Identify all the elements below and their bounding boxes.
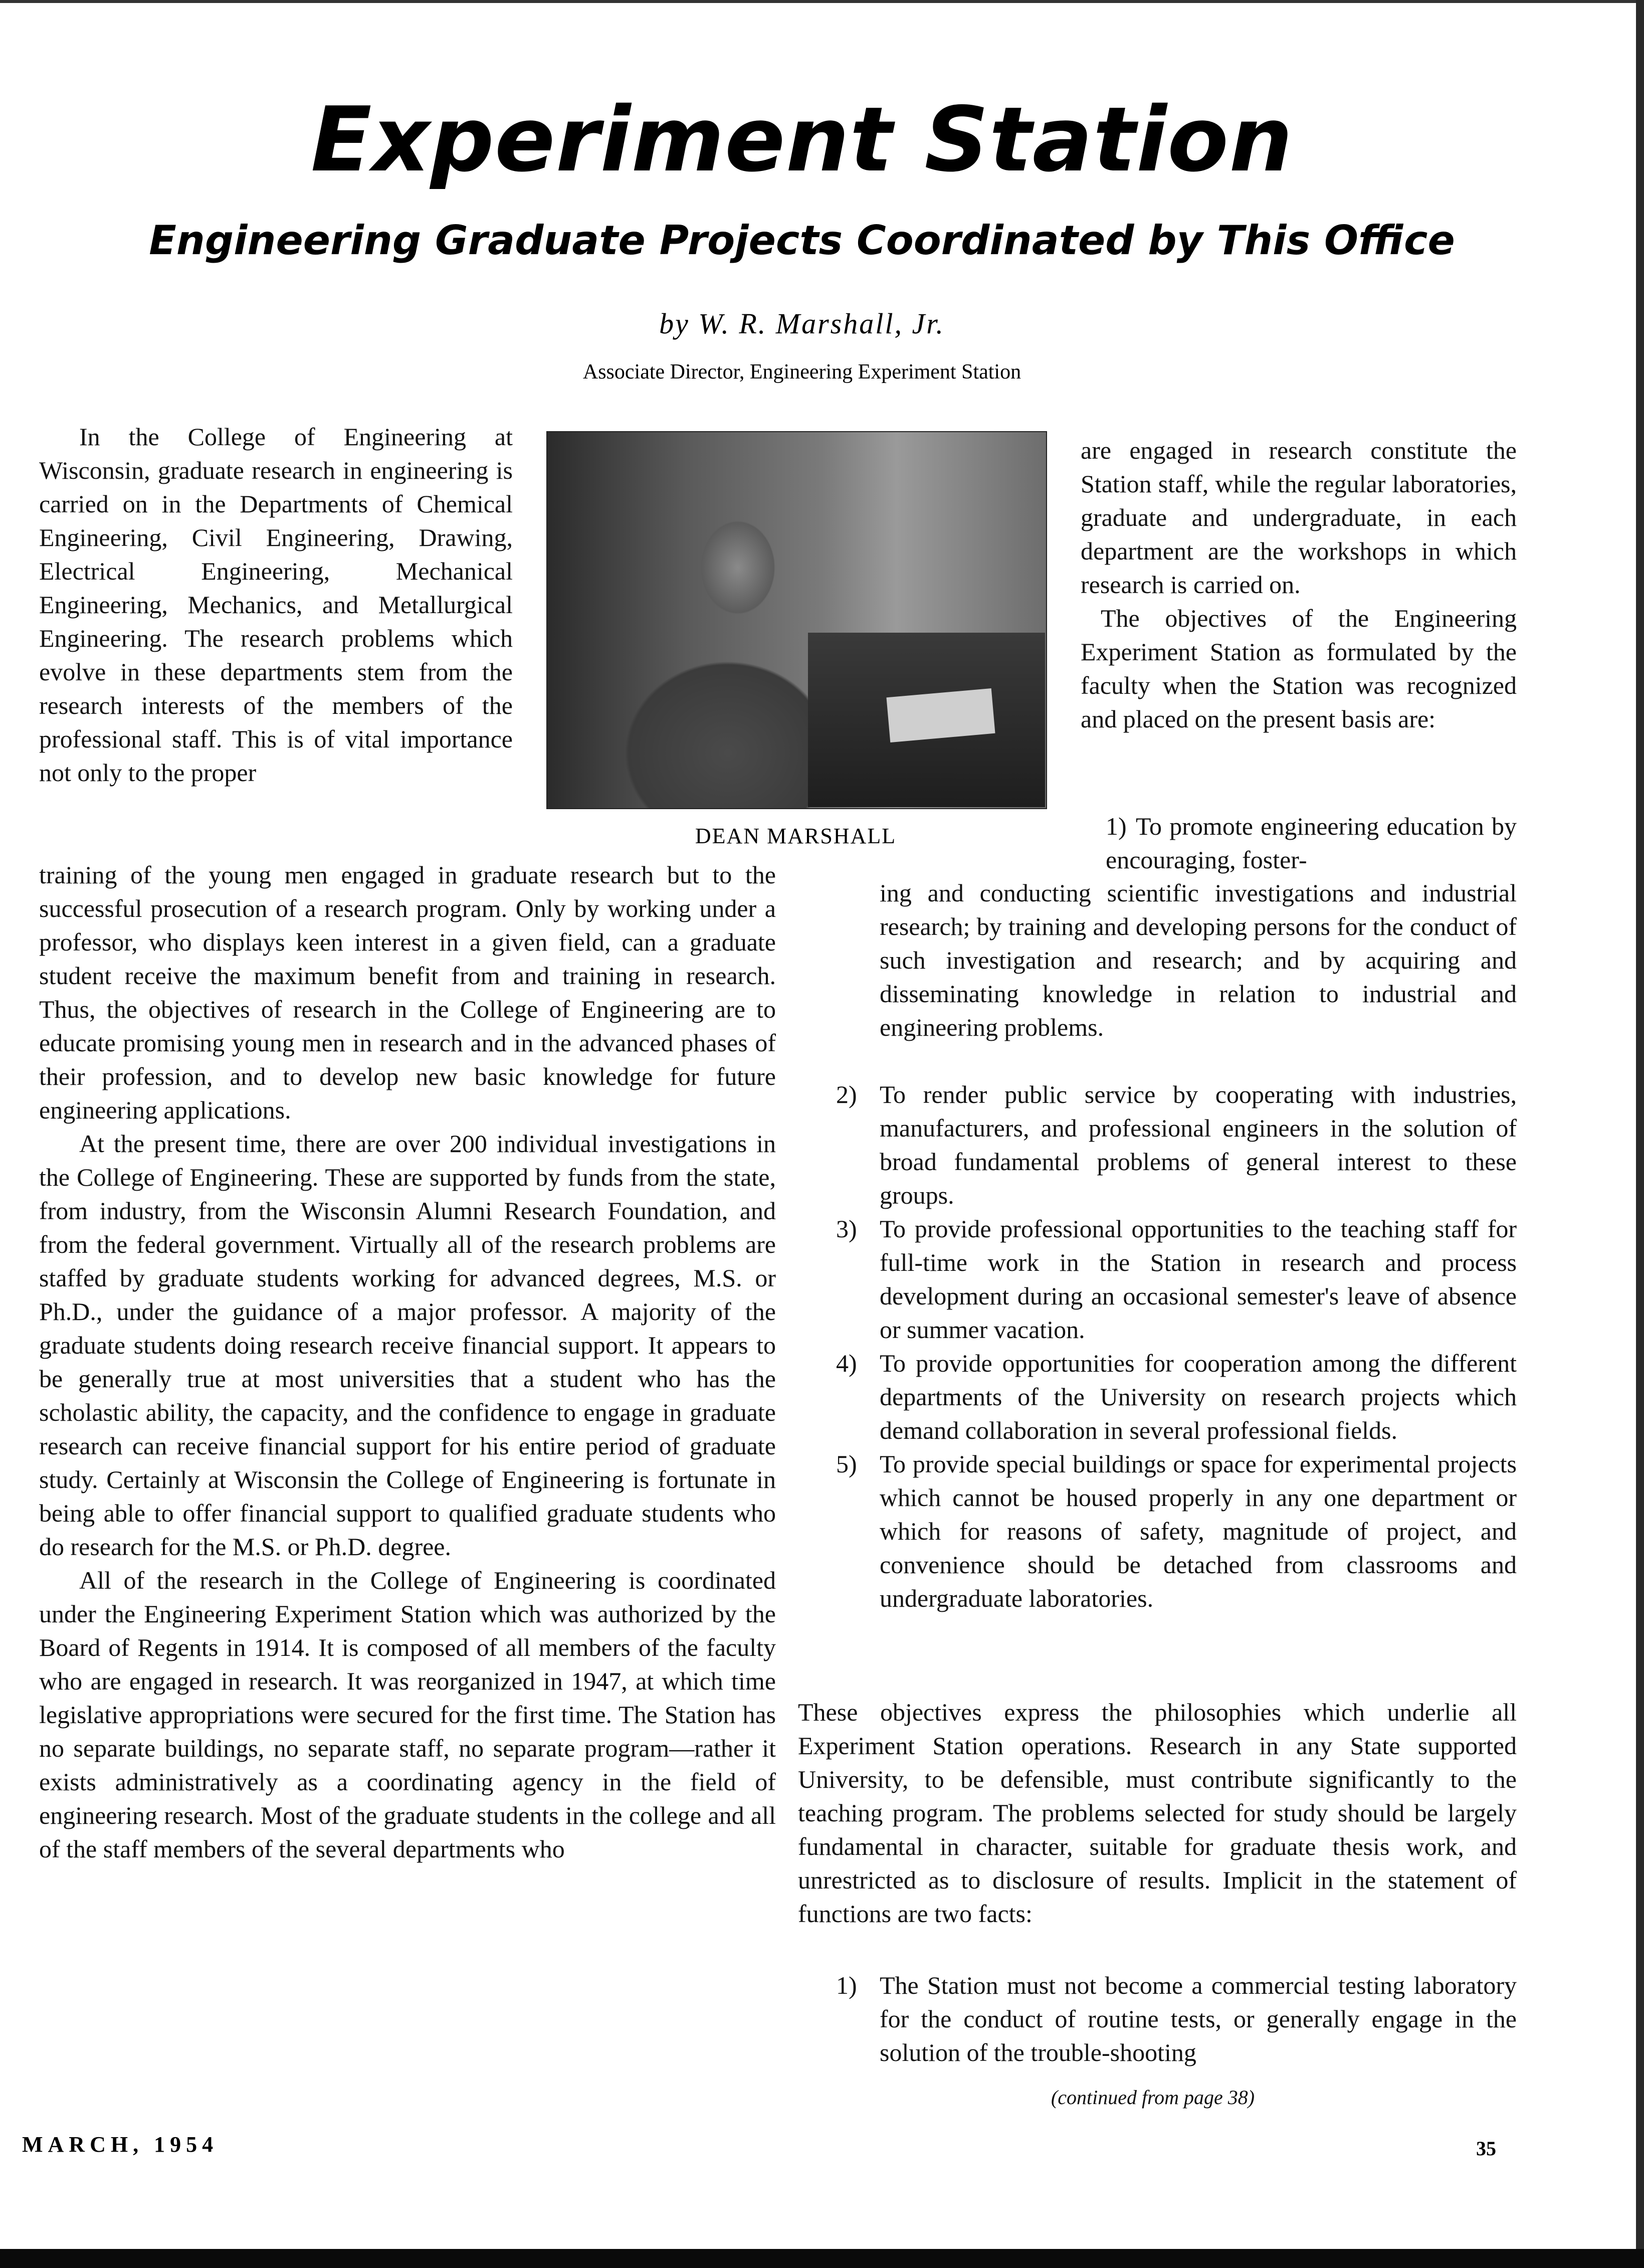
objective-item <box>836 1212 1517 1347</box>
paragraph-3-continued: are engaged in research constitute the Station staff, while the regular laboratories, graduate and undergraduate, in each department are the workshops in which research is carried on. <box>1081 436 1517 599</box>
left-column-top <box>39 420 513 790</box>
objective-1-start <box>1106 810 1517 877</box>
objective-number: 4) <box>836 1349 857 1377</box>
paragraph-1-continued: training of the young men engaged in graduate research but to the successful prosecution of a research program. Only by working under a professor, who displays keen interest in a given field, can a graduate student receive the maximum benefit from and training in research. Thus, the objectives of research in the College of Engineering are to educate promising young men in research and in the advanced phases of their profession, and to develop new basic knowledge for future engineering applications. <box>39 861 776 1124</box>
scan-edge-bottom <box>0 2249 1644 2268</box>
objective-item <box>836 1347 1517 1447</box>
scan-edge-right <box>1636 0 1644 2249</box>
objective-text: To render public service by cooperating with industries, manufacturers, and professional engineers in the solution of broad fundamental problems of general interest to these groups. <box>880 1080 1517 1209</box>
fact-item <box>836 1969 1517 2069</box>
page-number: 35 <box>1476 2137 1496 2160</box>
paragraph-2: At the present time, there are over 200 individual investigations in the College of Engineering. These are supported by funds from the state, from industry, from the Wisconsin Alumni Research Foundation, and from the federal government. Virtually all of the research problems are staffed by graduate students working for advanced degrees, M.S. or Ph.D., under the guidance of a major professor. A majority of the graduate students doing research receive financial support. It appears to be generally true at most universities that a student who has the scholastic ability, the capacity, and the confidence to engage in graduate research can receive financial support for his entire period of graduate study. Certainly at Wisconsin the College of Engineering is fortunate in being able to offer financial support to qualified graduate students who do research for the M.S. or Ph.D. degree. <box>39 1129 776 1561</box>
dean-marshall-photo <box>546 431 1047 809</box>
left-column-main <box>39 858 776 1866</box>
continued-note: (continued from page 38) <box>1051 2086 1255 2109</box>
photo-papers <box>886 688 995 742</box>
objective-1-number: 1) <box>1106 812 1127 840</box>
paragraph-1-start: In the College of Engineering at Wisconsin, graduate research in engineering is carried on in the Departments of Chemical Engineering, Civil Engineering, Drawing, Electrical Engineering, Mechanical Engineering, Mechanics, and Metallurgical Engineering. The research problems which evolve in these departments stem from the research interests of the members of the professional staff. This is of vital importance not only to the proper <box>39 423 513 787</box>
objective-1-text-continued: ing and conducting scientific investigations and industrial research; by training and developing persons for the conduct of such investigation and research; and by acquiring and disseminating knowledge in relation to industrial and engineering problems. <box>880 879 1517 1041</box>
article-title: Experiment Station <box>311 88 1293 192</box>
facts-list <box>836 1969 1517 2069</box>
fact-text: The Station must not become a commercial testing laboratory for the conduct of routine tests, or generally engage in the solution of the trouble-shooting <box>880 1971 1517 2066</box>
objective-text: To provide special buildings or space for experimental projects which cannot be housed properly in any one department or which for reasons of safety, magnitude of project, and convenience should be detached from classrooms and undergraduate laboratories. <box>880 1450 1517 1612</box>
fact-number: 1) <box>836 1971 857 1999</box>
objective-text: To provide opportunities for cooperation among the different departments of the University on research projects which demand collaboration in several professional fields. <box>880 1349 1517 1444</box>
objective-item <box>836 1447 1517 1615</box>
objective-text: To provide professional opportunities to the teaching staff for full-time work in the Station in research and process development during an occasional semester's leave of absence or summer vacation. <box>880 1215 1517 1344</box>
paragraph-3: All of the research in the College of Engineering is coordinated under the Engineering Experiment Station which was authorized by the Board of Regents in 1914. It is composed of all members of the faculty who are engaged in research. It was reorganized in 1947, at which time legislative appropriations were secured for the first time. The Station has no separate buildings, no separate staff, no separate program—rather it exists administratively as a coordinating agency in the field of engineering research. Most of the graduate students in the college and all of the staff members of the several departments who <box>39 1566 776 1863</box>
objective-1-continued <box>880 876 1517 1044</box>
objective-number: 5) <box>836 1450 857 1478</box>
issue-date: MARCH, 1954 <box>22 2132 219 2157</box>
objective-number: 2) <box>836 1080 857 1108</box>
objective-item <box>836 1078 1517 1212</box>
scan-edge-top <box>0 0 1644 3</box>
objective-number: 3) <box>836 1215 857 1243</box>
article-byline: by W. R. Marshall, Jr. <box>659 307 945 340</box>
paragraph-philosophies: These objectives express the philosophies which underlie all Experiment Station operations. Research in any State supported University, to be defensible, must contribute significantly to the teaching program. The problems selected for study should be largely fundamental in character, suitable for graduate thesis work, and unrestricted as to disclosure of results. Implicit in the statement of functions are two facts: <box>798 1698 1517 1928</box>
objective-1-text-start: To promote engineering education by encouraging, foster- <box>1106 812 1517 874</box>
right-column-top <box>1081 434 1517 736</box>
objectives-list <box>836 1078 1517 1615</box>
article-subtitle: Engineering Graduate Projects Coordinated by This Office <box>149 217 1455 264</box>
paragraph-objectives-intro: The objectives of the Engineering Experiment Station as formulated by the faculty when the Station was recognized and placed on the present basis are: <box>1081 604 1517 733</box>
author-affiliation: Associate Director, Engineering Experiment Station <box>582 360 1021 384</box>
philosophy-paragraph <box>798 1695 1517 1931</box>
photo-caption: DEAN MARSHALL <box>695 824 897 848</box>
